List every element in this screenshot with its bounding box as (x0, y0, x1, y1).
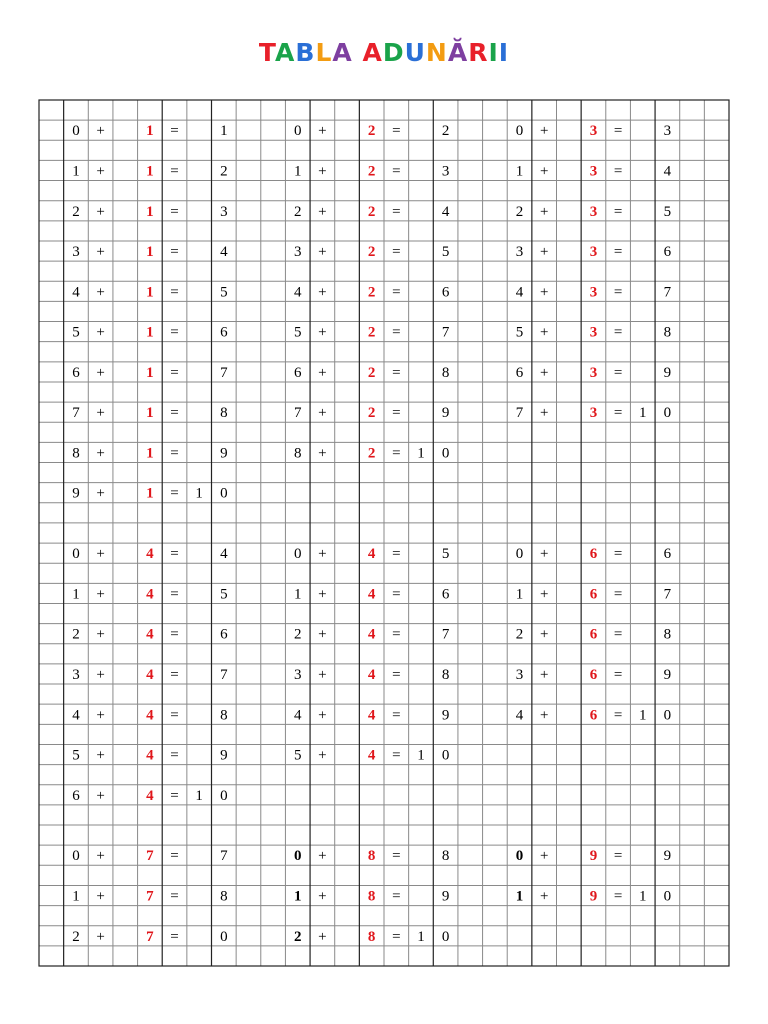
result: 6 (220, 324, 228, 341)
result: 3 (663, 123, 672, 140)
equals-sign: = (613, 244, 623, 261)
second-operand: 1 (146, 284, 154, 301)
equals-sign: = (392, 747, 401, 764)
second-operand: 6 (589, 707, 598, 724)
second-operand: 3 (589, 123, 598, 140)
result: 5 (220, 586, 228, 603)
title-letter: R (468, 38, 489, 67)
result: 8 (663, 324, 672, 341)
title-letter: A (275, 38, 296, 67)
second-operand: 8 (367, 888, 376, 905)
equals-sign: = (170, 244, 179, 261)
first-operand: 4 (294, 284, 302, 301)
second-operand: 4 (146, 586, 154, 603)
equals-sign: = (392, 324, 401, 341)
second-operand: 1 (146, 123, 154, 140)
result: 7 (441, 626, 450, 643)
first-operand: 3 (72, 244, 80, 261)
first-operand: 5 (294, 747, 302, 764)
result: 7 (220, 666, 228, 683)
plus-sign: + (96, 787, 105, 804)
plus-sign: + (318, 626, 327, 643)
plus-sign: + (318, 546, 327, 563)
result: 7 (220, 848, 228, 865)
title-letter: B (295, 38, 316, 67)
first-operand: 3 (515, 666, 524, 683)
first-operand: 1 (294, 586, 302, 603)
second-operand: 2 (367, 364, 376, 381)
equals-sign: = (392, 586, 401, 603)
equals-sign: = (392, 203, 401, 220)
plus-sign: + (539, 888, 549, 905)
result: 9 (220, 445, 228, 462)
equals-sign: = (170, 626, 179, 643)
plus-sign: + (96, 203, 105, 220)
second-operand: 4 (146, 707, 154, 724)
plus-sign: + (539, 123, 549, 140)
equals-sign: = (170, 707, 179, 724)
second-operand: 9 (589, 888, 598, 905)
result: 6 (663, 546, 672, 563)
first-operand: 5 (72, 747, 80, 764)
first-operand: 2 (72, 928, 80, 945)
result: 1 (220, 123, 228, 140)
result: 9 (441, 405, 450, 422)
first-operand: 2 (294, 626, 302, 643)
result: 8 (220, 707, 228, 724)
plus-sign: + (318, 123, 327, 140)
title-letter: N (425, 38, 448, 67)
first-operand: 2 (72, 203, 80, 220)
plus-sign: + (539, 324, 549, 341)
first-operand: 0 (294, 546, 302, 563)
first-operand: 6 (72, 787, 80, 804)
title-letter: I (488, 38, 499, 67)
second-operand: 2 (367, 244, 376, 261)
plus-sign: + (96, 123, 105, 140)
result: 7 (220, 364, 228, 381)
second-operand: 6 (589, 666, 598, 683)
second-operand: 2 (367, 123, 376, 140)
first-operand: 1 (72, 888, 80, 905)
plus-sign: + (539, 848, 549, 865)
result: 8 (441, 364, 450, 381)
second-operand: 9 (589, 848, 598, 865)
second-operand: 2 (367, 203, 376, 220)
result: 8 (220, 888, 228, 905)
equals-sign: = (392, 546, 401, 563)
equals-sign: = (170, 747, 179, 764)
plus-sign: + (539, 546, 549, 563)
first-operand: 6 (72, 364, 80, 381)
title-letter: Ă (447, 38, 469, 67)
second-operand: 3 (589, 324, 598, 341)
plus-sign: + (318, 666, 327, 683)
second-operand: 2 (367, 324, 376, 341)
second-operand: 4 (367, 626, 376, 643)
result-units-digit: 0 (663, 707, 672, 724)
result-tens-digit: 1 (639, 405, 647, 422)
second-operand: 4 (367, 666, 376, 683)
second-operand: 2 (367, 163, 376, 180)
result: 5 (441, 244, 450, 261)
plus-sign: + (96, 485, 105, 502)
first-operand: 3 (72, 666, 80, 683)
plus-sign: + (318, 707, 327, 724)
equals-sign: = (613, 848, 623, 865)
second-operand: 1 (146, 324, 154, 341)
result: 9 (220, 747, 228, 764)
result: 7 (441, 324, 450, 341)
plus-sign: + (539, 364, 549, 381)
second-operand: 6 (589, 586, 598, 603)
first-operand: 1 (515, 888, 524, 905)
first-operand: 0 (72, 123, 80, 140)
equals-sign: = (613, 203, 623, 220)
title-letter: A (332, 38, 353, 67)
plus-sign: + (318, 203, 327, 220)
equals-sign: = (613, 666, 623, 683)
plus-sign: + (318, 586, 327, 603)
first-operand: 0 (515, 848, 524, 865)
equals-sign: = (613, 405, 623, 422)
result: 8 (441, 848, 450, 865)
result: 7 (663, 284, 672, 301)
equals-sign: = (613, 284, 623, 301)
equals-sign: = (170, 546, 179, 563)
equals-sign: = (170, 666, 179, 683)
first-operand: 0 (515, 123, 524, 140)
result-units-digit: 0 (220, 787, 228, 804)
second-operand: 1 (146, 163, 154, 180)
first-operand: 0 (294, 123, 302, 140)
result: 9 (441, 707, 450, 724)
second-operand: 4 (146, 666, 154, 683)
first-operand: 0 (72, 546, 80, 563)
plus-sign: + (318, 747, 327, 764)
plus-sign: + (318, 888, 327, 905)
equals-sign: = (170, 405, 179, 422)
equals-sign: = (170, 485, 179, 502)
plus-sign: + (318, 405, 327, 422)
result: 6 (220, 626, 228, 643)
equals-sign: = (170, 163, 179, 180)
plus-sign: + (318, 364, 327, 381)
result: 8 (441, 666, 450, 683)
first-operand: 8 (72, 445, 80, 462)
title-letter: A (362, 38, 383, 67)
plus-sign: + (96, 848, 105, 865)
first-operand: 4 (515, 284, 524, 301)
second-operand: 1 (146, 203, 154, 220)
plus-sign: + (318, 163, 327, 180)
plus-sign: + (539, 666, 549, 683)
first-operand: 5 (294, 324, 302, 341)
equals-sign: = (170, 445, 179, 462)
first-operand: 5 (72, 324, 80, 341)
plus-sign: + (96, 284, 105, 301)
result: 8 (663, 626, 672, 643)
plus-sign: + (539, 405, 549, 422)
plus-sign: + (96, 445, 105, 462)
equals-sign: = (392, 445, 401, 462)
result-tens-digit: 1 (195, 485, 203, 502)
first-operand: 4 (294, 707, 302, 724)
first-operand: 1 (515, 586, 524, 603)
equals-sign: = (170, 324, 179, 341)
plus-sign: + (96, 707, 105, 724)
first-operand: 3 (515, 244, 524, 261)
equals-sign: = (392, 888, 401, 905)
result: 6 (441, 586, 450, 603)
second-operand: 6 (589, 626, 598, 643)
plus-sign: + (96, 405, 105, 422)
second-operand: 3 (589, 244, 598, 261)
plus-sign: + (318, 244, 327, 261)
plus-sign: + (96, 546, 105, 563)
first-operand: 0 (515, 546, 524, 563)
second-operand: 2 (367, 405, 376, 422)
plus-sign: + (96, 747, 105, 764)
result-tens-digit: 1 (195, 787, 203, 804)
equals-sign: = (392, 928, 401, 945)
second-operand: 7 (146, 928, 154, 945)
equals-sign: = (613, 586, 623, 603)
second-operand: 3 (589, 163, 598, 180)
first-operand: 1 (72, 163, 80, 180)
result: 6 (663, 244, 672, 261)
result: 9 (663, 364, 672, 381)
first-operand: 7 (294, 405, 302, 422)
equals-sign: = (170, 364, 179, 381)
plus-sign: + (96, 586, 105, 603)
equals-sign: = (613, 324, 623, 341)
first-operand: 2 (294, 203, 302, 220)
first-operand: 4 (72, 707, 80, 724)
equals-sign: = (170, 787, 179, 804)
first-operand: 9 (72, 485, 80, 502)
second-operand: 3 (589, 203, 598, 220)
plus-sign: + (96, 666, 105, 683)
second-operand: 1 (146, 445, 154, 462)
first-operand: 1 (72, 586, 80, 603)
equals-sign: = (170, 888, 179, 905)
plus-sign: + (539, 626, 549, 643)
equals-sign: = (392, 666, 401, 683)
equals-sign: = (170, 928, 179, 945)
second-operand: 4 (146, 747, 154, 764)
first-operand: 1 (294, 163, 302, 180)
plus-sign: + (539, 244, 549, 261)
result: 3 (220, 203, 228, 220)
first-operand: 5 (515, 324, 524, 341)
equals-sign: = (392, 626, 401, 643)
result: 2 (220, 163, 228, 180)
equals-sign: = (613, 123, 623, 140)
result-units-digit: 0 (441, 747, 450, 764)
equals-sign: = (392, 707, 401, 724)
equals-sign: = (392, 364, 401, 381)
title-letter: I (498, 38, 510, 67)
equals-sign: = (392, 123, 401, 140)
plus-sign: + (96, 163, 105, 180)
plus-sign: + (96, 626, 105, 643)
equals-sign: = (613, 707, 623, 724)
first-operand: 3 (294, 666, 302, 683)
second-operand: 8 (367, 848, 376, 865)
first-operand: 2 (294, 928, 302, 945)
equals-sign: = (170, 123, 179, 140)
second-operand: 6 (589, 546, 598, 563)
result: 4 (441, 203, 450, 220)
result: 4 (220, 546, 228, 563)
plus-sign: + (539, 707, 549, 724)
result: 9 (663, 848, 672, 865)
plus-sign: + (318, 928, 327, 945)
result-tens-digit: 1 (417, 928, 425, 945)
second-operand: 2 (367, 445, 376, 462)
plus-sign: + (539, 163, 549, 180)
plus-sign: + (318, 848, 327, 865)
first-operand: 0 (72, 848, 80, 865)
result-tens-digit: 1 (639, 888, 647, 905)
equals-sign: = (613, 888, 623, 905)
first-operand: 4 (515, 707, 524, 724)
second-operand: 3 (589, 284, 598, 301)
second-operand: 4 (146, 787, 154, 804)
result-units-digit: 0 (663, 888, 672, 905)
title-letter: U (404, 38, 426, 67)
second-operand: 1 (146, 405, 154, 422)
result: 4 (220, 244, 228, 261)
plus-sign: + (96, 928, 105, 945)
second-operand: 3 (589, 405, 598, 422)
equals-sign: = (392, 284, 401, 301)
title-letter: D (382, 38, 405, 67)
second-operand: 1 (146, 485, 154, 502)
result-units-digit: 0 (441, 445, 450, 462)
result: 5 (220, 284, 228, 301)
first-operand: 1 (515, 163, 524, 180)
second-operand: 1 (146, 244, 154, 261)
result-tens-digit: 1 (417, 445, 425, 462)
first-operand: 7 (515, 405, 524, 422)
first-operand: 6 (515, 364, 524, 381)
first-operand: 6 (294, 364, 302, 381)
result: 5 (663, 203, 672, 220)
result-tens-digit: 1 (417, 747, 425, 764)
second-operand: 4 (146, 546, 154, 563)
equals-sign: = (613, 626, 623, 643)
result-units-digit: 0 (220, 485, 228, 502)
equals-sign: = (392, 848, 401, 865)
result: 4 (663, 163, 672, 180)
equals-sign: = (392, 163, 401, 180)
first-operand: 8 (294, 445, 302, 462)
first-operand: 2 (515, 203, 524, 220)
second-operand: 7 (146, 848, 154, 865)
plus-sign: + (318, 445, 327, 462)
plus-sign: + (539, 284, 549, 301)
equals-sign: = (170, 284, 179, 301)
plus-sign: + (96, 364, 105, 381)
equals-sign: = (613, 546, 623, 563)
equals-sign: = (170, 586, 179, 603)
result: 6 (441, 284, 450, 301)
result: 8 (220, 405, 228, 422)
equals-sign: = (613, 364, 623, 381)
first-operand: 1 (294, 888, 302, 905)
result-units-digit: 0 (441, 928, 450, 945)
result: 7 (663, 586, 672, 603)
result: 2 (441, 123, 450, 140)
plus-sign: + (96, 244, 105, 261)
first-operand: 2 (515, 626, 524, 643)
plus-sign: + (318, 324, 327, 341)
title-letter: T (258, 38, 276, 67)
title-letter: L (315, 38, 333, 67)
second-operand: 7 (146, 888, 154, 905)
equals-sign: = (170, 848, 179, 865)
second-operand: 2 (367, 284, 376, 301)
equals-sign: = (170, 203, 179, 220)
result: 9 (663, 666, 672, 683)
result: 3 (441, 163, 450, 180)
plus-sign: + (96, 888, 105, 905)
result: 0 (220, 928, 228, 945)
first-operand: 2 (72, 626, 80, 643)
second-operand: 4 (367, 586, 376, 603)
plus-sign: + (318, 284, 327, 301)
second-operand: 3 (589, 364, 598, 381)
plus-sign: + (539, 586, 549, 603)
result: 9 (441, 888, 450, 905)
equals-sign: = (392, 244, 401, 261)
result: 5 (441, 546, 450, 563)
equals-sign: = (392, 405, 401, 422)
second-operand: 4 (367, 747, 376, 764)
plus-sign: + (96, 324, 105, 341)
second-operand: 4 (367, 546, 376, 563)
second-operand: 8 (367, 928, 376, 945)
second-operand: 4 (367, 707, 376, 724)
plus-sign: + (539, 203, 549, 220)
result-tens-digit: 1 (639, 707, 647, 724)
first-operand: 0 (294, 848, 302, 865)
equals-sign: = (613, 163, 623, 180)
first-operand: 4 (72, 284, 80, 301)
first-operand: 7 (72, 405, 80, 422)
first-operand: 3 (294, 244, 302, 261)
second-operand: 1 (146, 364, 154, 381)
result-units-digit: 0 (663, 405, 672, 422)
second-operand: 4 (146, 626, 154, 643)
